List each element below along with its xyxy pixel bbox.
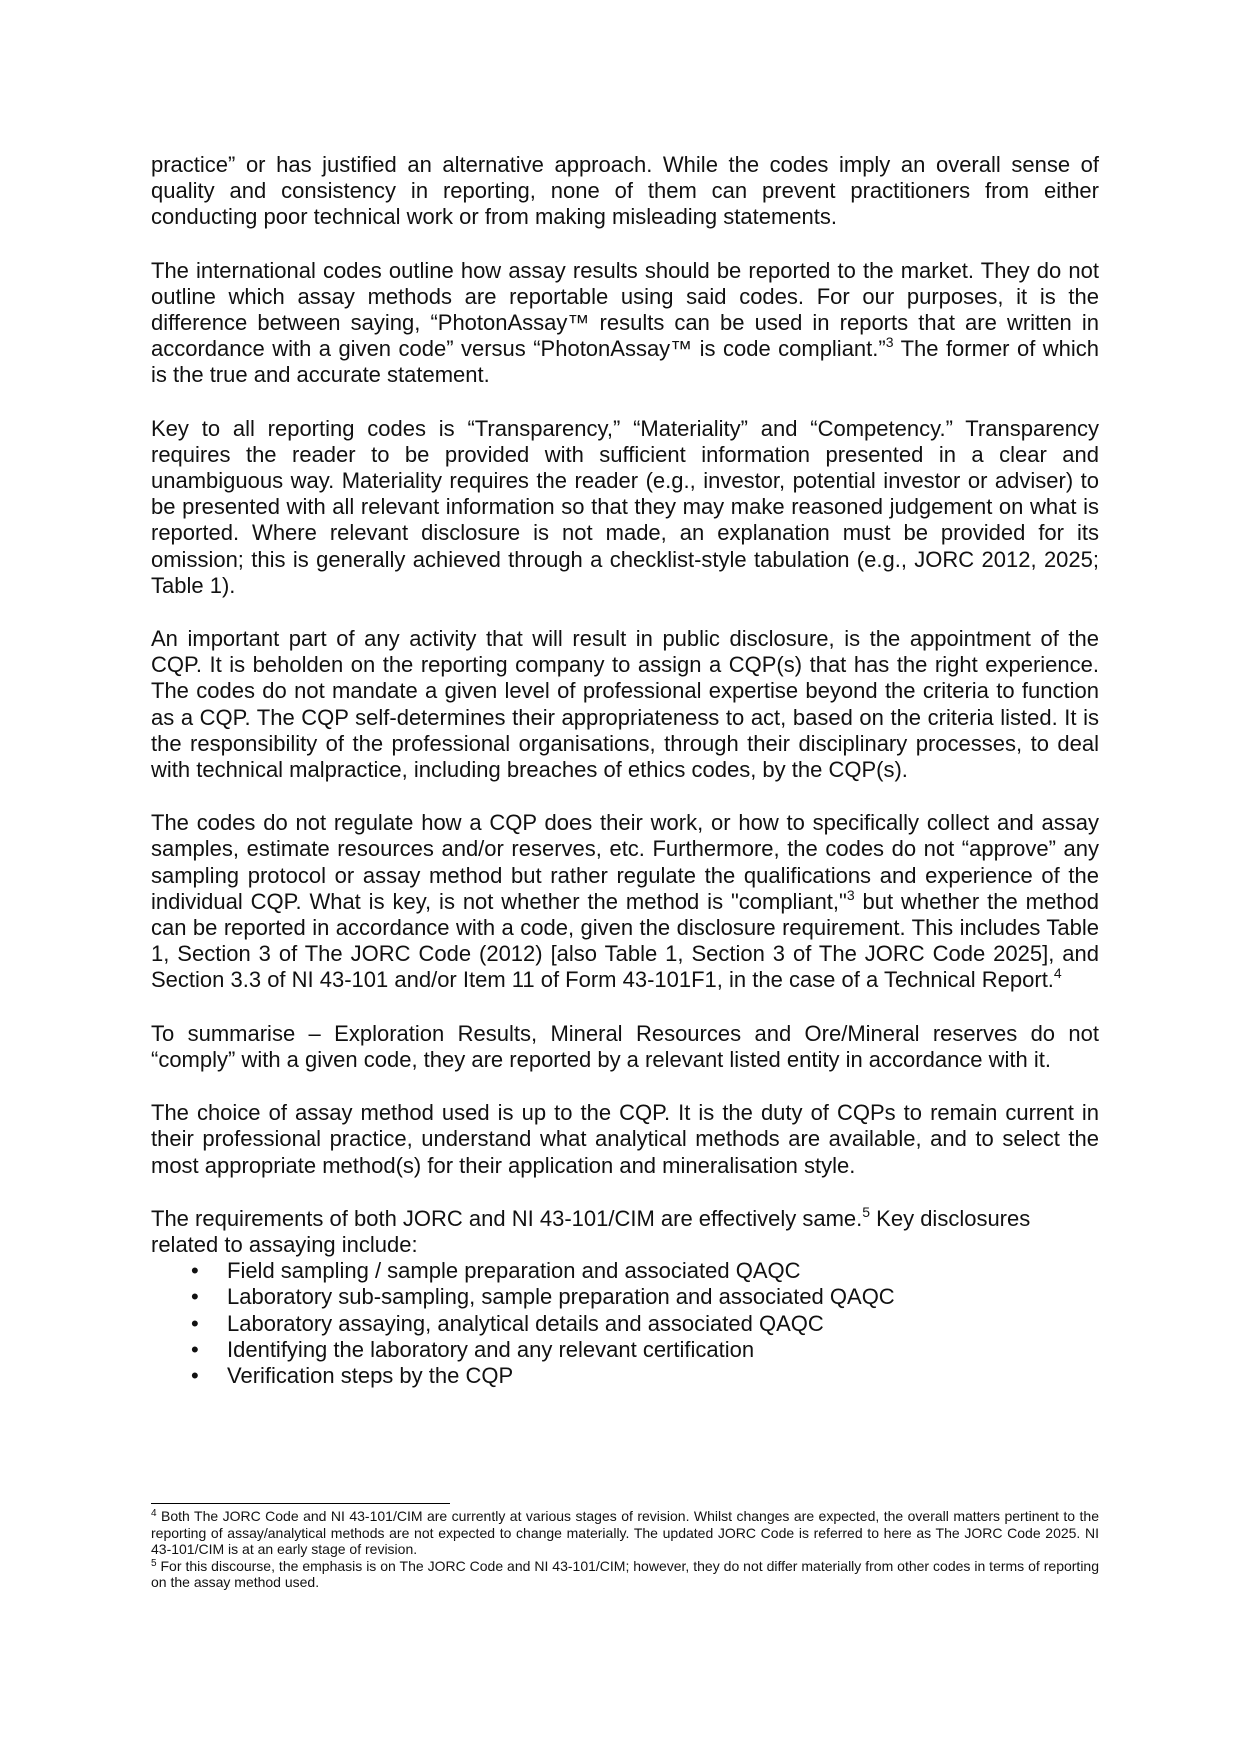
footnote-ref-3[interactable]: 3 [885, 334, 894, 351]
footnote-number-5: 5 [151, 1557, 157, 1569]
bullet-icon: • [191, 1310, 199, 1336]
bullet-icon: • [191, 1336, 199, 1362]
list-item-text: Verification steps by the CQP [227, 1362, 514, 1388]
paragraph-requirements [151, 1203, 1099, 1258]
paragraph-summarise: To summarise – Exploration Results, Mineral Resources and Ore/Mineral reserves do not “comply” with a given code, they are reported by a relevant listed entity in accordance with it. [151, 1020, 1099, 1072]
paragraph-codes-regulation-text: The codes do not regulate how a CQP does their work, or how to specifically collect and assay samples, estimate resources and/or reserves, etc. Furthermore, the codes do not “approve” any sampling protocol or assay method but rather regulate the qualifications and experience of the individual CQP. What is key, is not whether the method is "compliant," [151, 810, 1099, 914]
footnote-4-text: Both The JORC Code and NI 43-101/CIM are currently at various stages of revision. Whilst changes are expected, the overall matters pertinent to the reporting of assay/analytical methods are not expected to change materially. The updated JORC Code is referred to here as The JORC Code 2025. NI 43-101/CIM is at an early stage of revision. [151, 1508, 1099, 1558]
list-item-text: Identifying the laboratory and any relevant certification [227, 1336, 755, 1362]
disclosure-list [151, 1258, 1099, 1389]
paragraph-requirements-text: The requirements of both JORC and NI 43-101/CIM are effectively same. [151, 1205, 863, 1231]
paragraph-assay-choice: The choice of assay method used is up to the CQP. It is the duty of CQPs to remain current in their professional practice, understand what analytical methods are available, and to select the most appropriate method(s) for their application and mineralisation style. [151, 1100, 1099, 1178]
paragraph-international-codes-tail: The former of which is the true and accurate statement. [151, 336, 1099, 388]
list-item [191, 1337, 1099, 1363]
paragraph-transparency: Key to all reporting codes is “Transparency,” “Materiality” and “Competency.” Transparency requires the reader to be provided with sufficient information presented in a clear and unambiguous way. Materiality requires the reader (e.g., investor, potential investor or adviser) to be presented with all relevant information so that they may make reasoned judgement on what is reported. Where relevant disclosure is not made, an explanation must be provided for its omission; this is generally achieved through a checklist-style tabulation (e.g., JORC 2012, 2025; Table 1). [151, 415, 1099, 598]
bullet-icon: • [191, 1362, 199, 1388]
footnote-ref-4[interactable]: 4 [1053, 965, 1062, 982]
list-item [191, 1363, 1099, 1389]
paragraph-cqp-appointment: An important part of any activity that will result in public disclosure, is the appointment of the CQP. It is beholden on the reporting company to assign a CQP(s) that has the right experience. The codes do not mandate a given level of professional expertise beyond the criteria to function as a CQP. The CQP self-determines their appropriateness to act, based on the criteria listed. It is the responsibility of the professional organisations, through their disciplinary processes, to deal with technical malpractice, including breaches of ethics codes, by the CQP(s). [151, 626, 1099, 783]
list-item [191, 1311, 1099, 1337]
footnote-number-4: 4 [151, 1508, 157, 1519]
footnote-5-text: For this discourse, the emphasis is on The JORC Code and NI 43-101/CIM; however, they do not differ materially from other codes in terms of reporting on the assay method used. [151, 1557, 1099, 1591]
footnote-separator [151, 1503, 450, 1504]
list-item [191, 1258, 1099, 1284]
list-item-text: Laboratory assaying, analytical details and associated QAQC [227, 1310, 824, 1336]
document-body [151, 152, 1099, 1389]
footnote-4 [151, 1508, 1099, 1558]
paragraph-codes-regulation-mid: but whether the method can be reported in accordance with a code, given the disclosure requirement. This includes Table 1, Section 3 of The JORC Code (2012) [also Table 1, Section 3 of The JORC Code 2025], and Section 3.3 of NI 43-101 and/or Item 11 of Form 43-101F1, in the case of a Technical Report. [151, 888, 1099, 993]
paragraph-codes-regulation [151, 810, 1099, 993]
paragraph-international-codes [151, 258, 1099, 389]
list-item-text: Field sampling / sample preparation and associated QAQC [227, 1258, 801, 1284]
paragraph-international-codes-text: The international codes outline how assay results should be reported to the market. They do not outline which assay methods are reportable using said codes. For our purposes, it is the difference between saying, “PhotonAssay™ results can be used in reports that are written in accordance with a given code” versus “PhotonAssay™ is code compliant.” [151, 257, 1099, 362]
footnote-ref-3[interactable]: 3 [846, 886, 855, 903]
paragraph-requirements-tail: Key disclosures related to assaying include: [151, 1205, 1031, 1257]
footnotes [151, 1508, 1099, 1591]
footnote-ref-5[interactable]: 5 [862, 1203, 871, 1220]
paragraph-practice: practice” or has justified an alternative approach. While the codes imply an overall sense of quality and consistency in reporting, none of them can prevent practitioners from either conducting poor technical work or from making misleading statements. [151, 152, 1099, 230]
list-item [191, 1284, 1099, 1310]
list-item-text: Laboratory sub-sampling, sample preparation and associated QAQC [227, 1284, 895, 1310]
bullet-icon: • [191, 1284, 199, 1310]
footnote-5 [151, 1558, 1099, 1591]
bullet-icon: • [191, 1258, 199, 1284]
